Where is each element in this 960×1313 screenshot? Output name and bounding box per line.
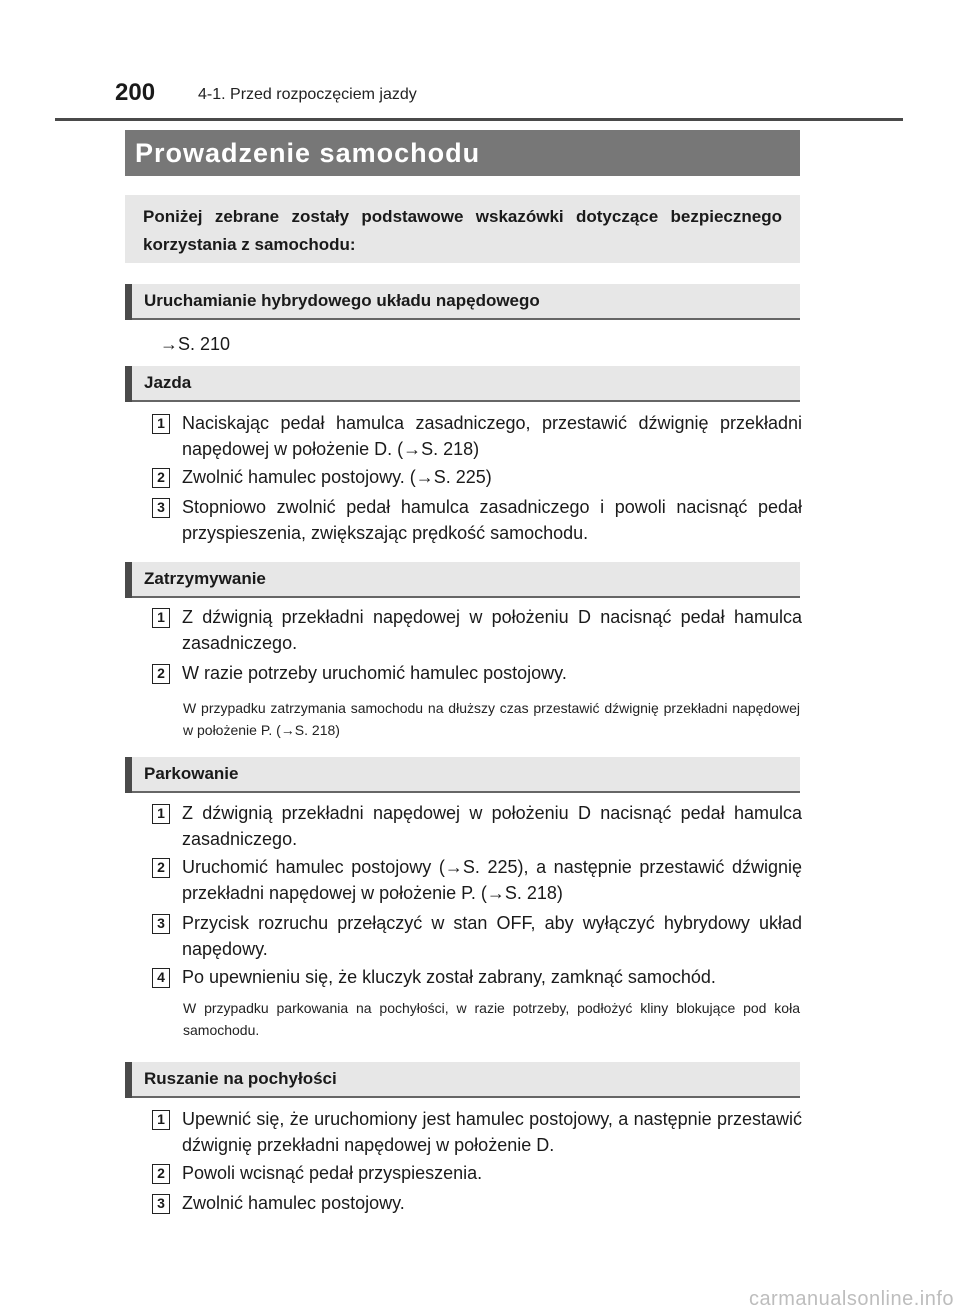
intro-box: Poniżej zebrane zostały podstawowe wskazówki dotyczące bezpiecznego korzystania z samochodu: [125,195,800,263]
page-number: 200 [115,79,156,106]
step-number: 4 [152,968,170,988]
page-title: Prowadzenie samochodu [135,138,481,168]
note-text: W przypadku zatrzymania samochodu na dłuższy czas przestawić dźwignię przekładni napędowej w położenie P. (→S. 218) [183,700,800,738]
list-item [152,1106,802,1158]
step-number: 3 [152,1194,170,1214]
list-item [152,660,802,686]
watermark: carmanualsonline.info [748,1288,954,1310]
step-text: Powoli wcisnąć pedał przyspieszenia. [182,1163,483,1183]
step-number: 1 [152,414,170,434]
step-number: 2 [152,664,170,684]
step-number: 2 [152,1164,170,1184]
list-item [152,494,802,546]
section-heading-text: Parkowanie [144,764,239,783]
breadcrumb: 4-1. Przed rozpoczęciem jazdy [198,86,417,103]
step-number: 2 [152,468,170,488]
step-text: Przycisk rozruchu przełączyć w stan OFF, aby wyłączyć hybrydowy układ napędowy. [182,913,802,959]
step-text: Zwolnić hamulec postojowy. [182,1193,405,1213]
list-item [152,464,802,490]
section-heading-text: Zatrzymywanie [144,569,266,588]
section-heading-driving [125,366,800,402]
section-heading-text: Ruszanie na pochyłości [144,1069,337,1088]
list-item [152,910,802,962]
list-item [152,1160,802,1186]
section-heading-text: Jazda [144,373,192,392]
step-number: 3 [152,914,170,934]
list-item [152,1190,802,1216]
step-number: 1 [152,804,170,824]
step-text: Z dźwignią przekładni napędowej w położeniu D nacisnąć pedał hamulca zasadniczego. [182,803,802,849]
step-text: Naciskając pedał hamulca zasadniczego, przestawić dźwignię przekładni napędowej w położenie D. (→S. 218) [182,413,802,459]
step-number: 1 [152,1110,170,1130]
list-item [152,854,802,906]
section-heading-text: Uruchamianie hybrydowego układu napędowego [144,291,540,310]
list-item [152,964,802,990]
list-item [152,800,802,852]
step-text: Upewnić się, że uruchomiony jest hamulec postojowy, a następnie przestawić dźwignię przekładni napędowej w położenie D. [182,1109,802,1155]
step-number: 2 [152,858,170,878]
step-text: Po upewnieniu się, że kluczyk został zabrany, zamknąć samochód. [182,967,716,987]
section-reference[interactable]: →S. 210 [160,334,231,354]
section-heading-stopping [125,562,800,598]
list-item [152,604,802,656]
step-text: Z dźwignią przekładni napędowej w położeniu D nacisnąć pedał hamulca zasadniczego. [182,607,802,653]
step-text: Stopniowo zwolnić pedał hamulca zasadniczego i powoli nacisnąć pedał przyspieszenia, zwiększając prędkość samochodu. [182,497,802,543]
section-heading-hill-start [125,1062,800,1098]
step-number: 3 [152,498,170,518]
step-text: Uruchomić hamulec postojowy (→S. 225), a następnie przestawić dźwignię przekładni napędowej w położenie P. (→S. 218) [182,857,802,903]
section-heading-start [125,284,800,320]
list-item [152,410,802,462]
note-text: W przypadku parkowania na pochyłości, w razie potrzeby, podłożyć kliny blokujące pod koła samochodu. [183,1000,800,1038]
step-number: 1 [152,608,170,628]
step-text: W razie potrzeby uruchomić hamulec postojowy. [182,663,567,683]
step-text: Zwolnić hamulec postojowy. (→S. 225) [182,467,492,487]
page-header [55,78,903,121]
section-heading-parking [125,757,800,793]
page-title-bar [125,130,800,176]
